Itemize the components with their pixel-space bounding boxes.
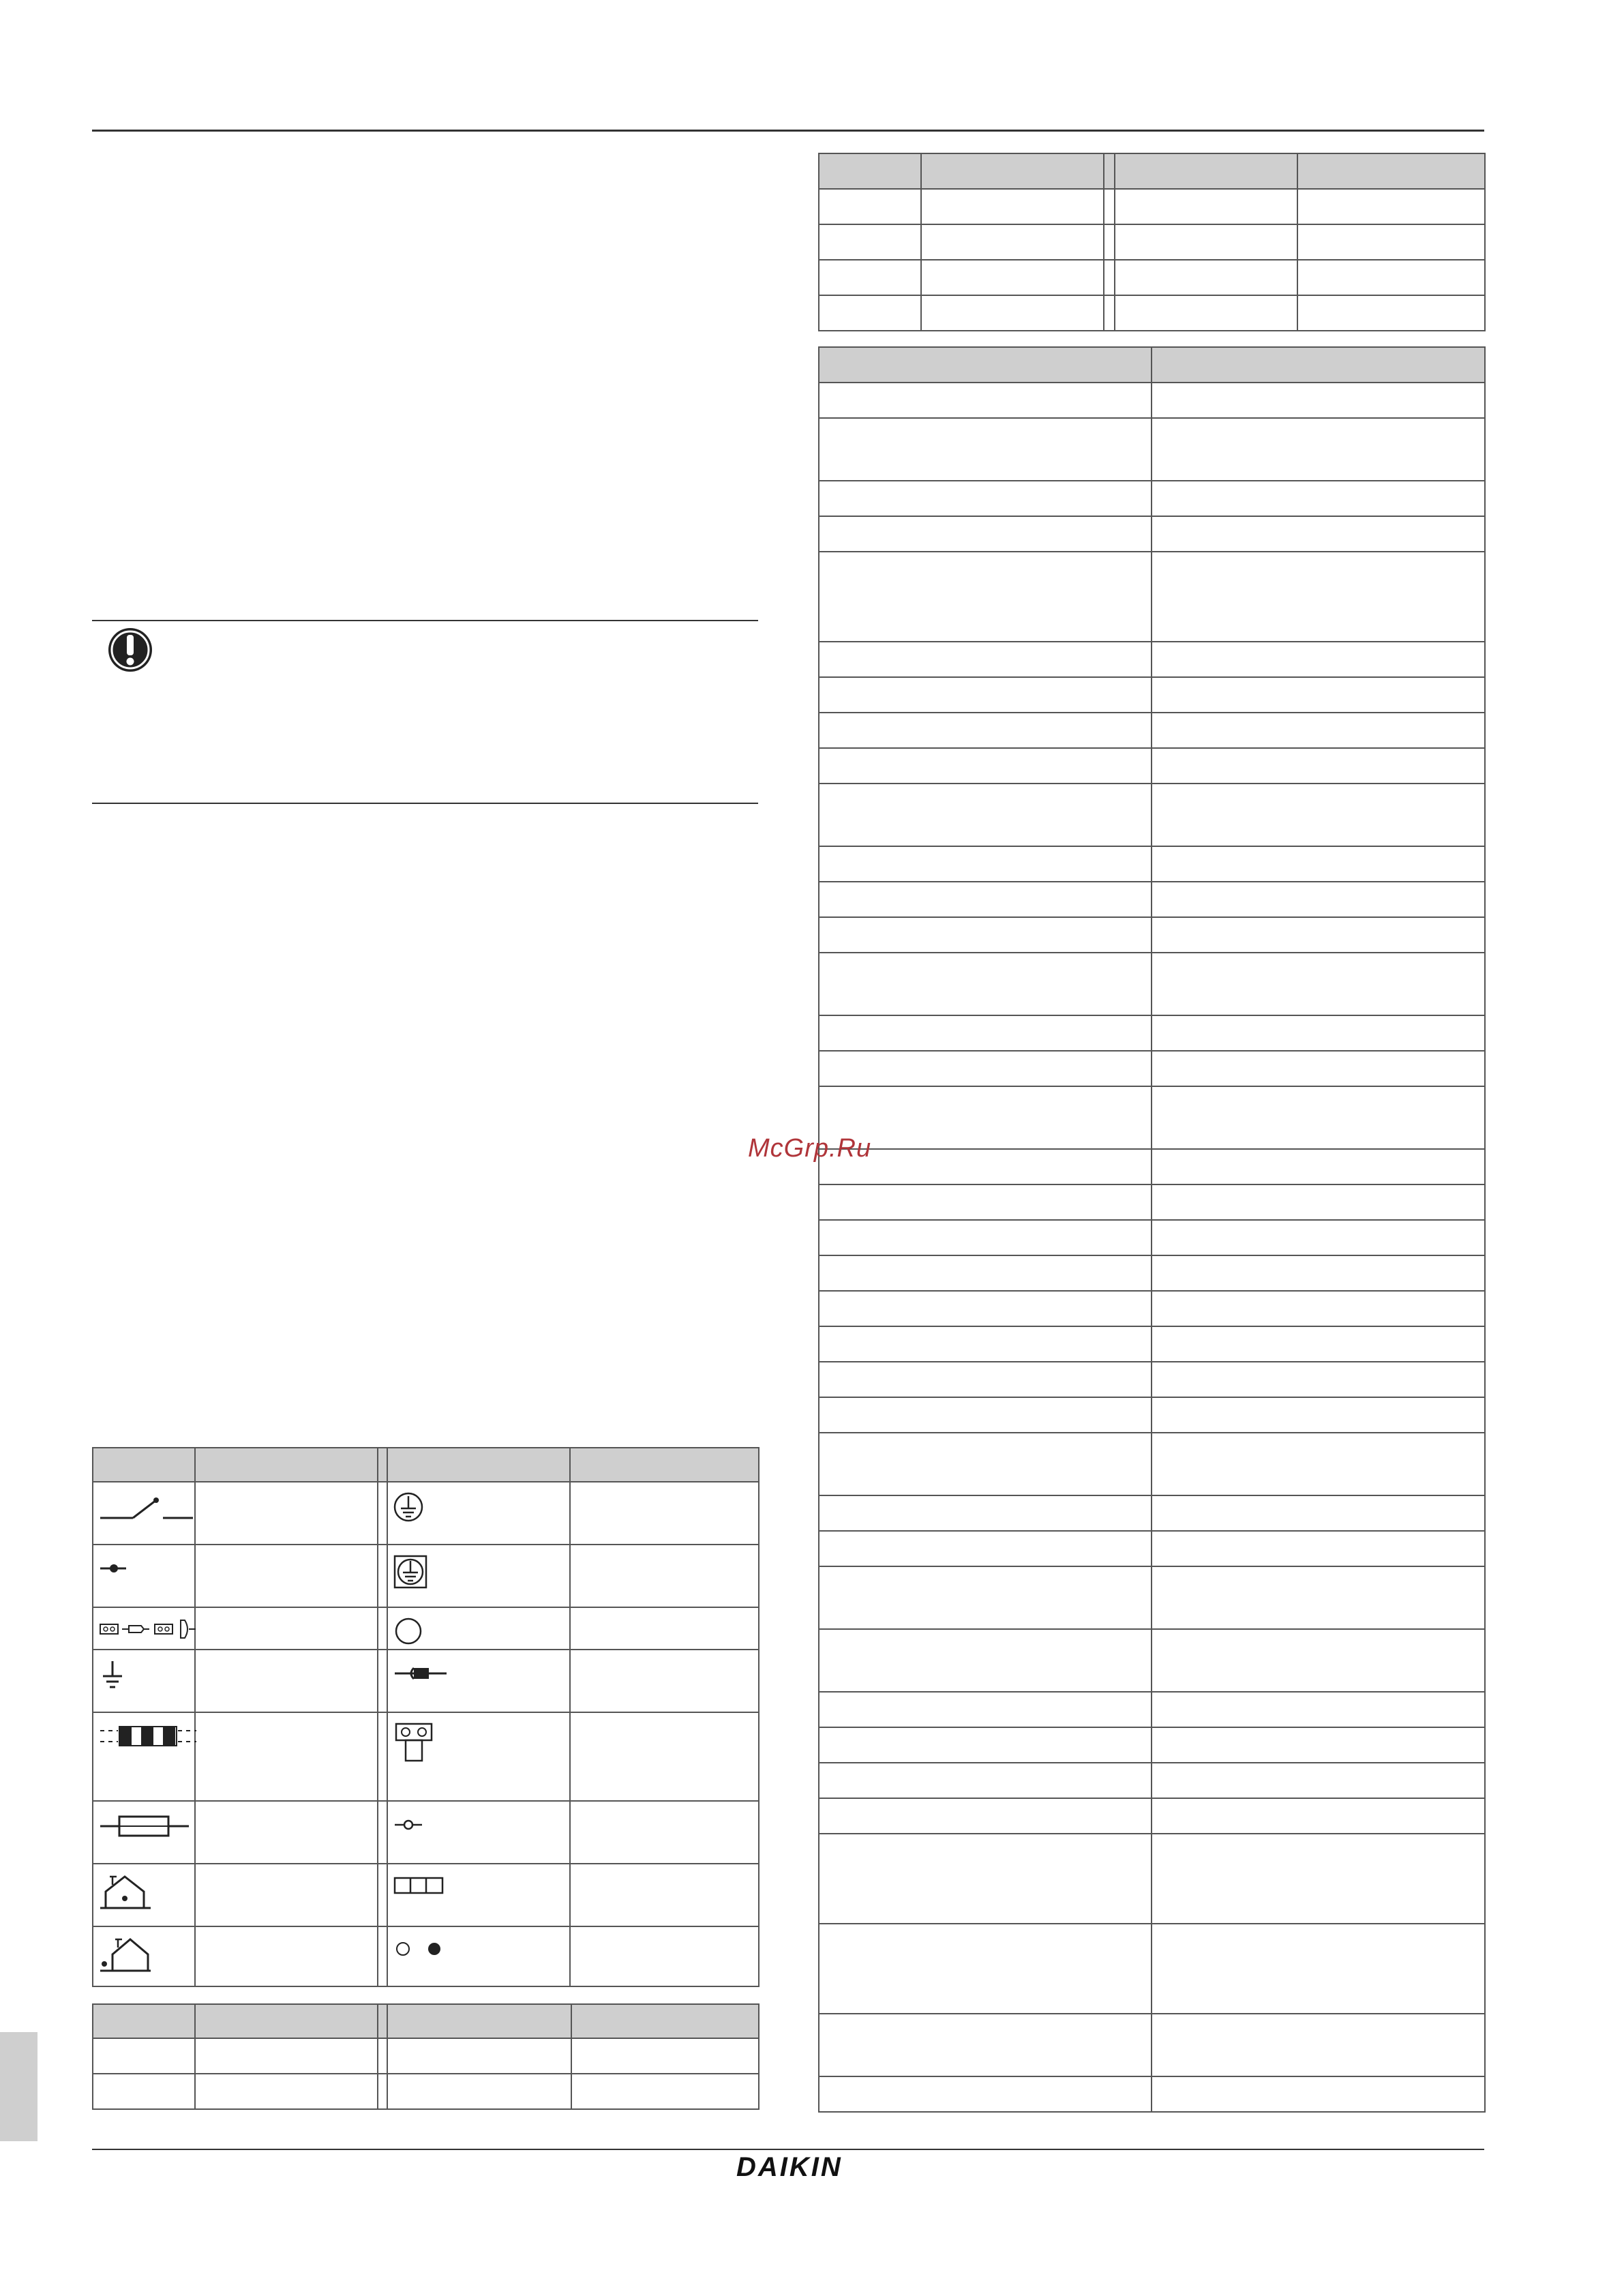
table-row	[819, 784, 1485, 846]
switch-contact-icon	[99, 1492, 194, 1526]
color-code-table	[92, 2003, 760, 2110]
table-row	[819, 1255, 1485, 1291]
table-row	[819, 295, 1485, 331]
abbreviation-table	[818, 153, 1486, 331]
terminal-block-icon	[393, 1723, 437, 1766]
noiseless-earth-icon	[393, 1555, 430, 1592]
table-row	[819, 2076, 1485, 2112]
connector-types-icon	[99, 1617, 198, 1642]
table-row	[819, 1291, 1485, 1326]
legend-table	[818, 346, 1486, 2113]
table-row	[93, 1926, 759, 1986]
brand-logo: DAIKIN	[736, 2152, 843, 2182]
fuse-icon	[99, 1811, 191, 1841]
table-row	[819, 1015, 1485, 1051]
table-row	[819, 882, 1485, 917]
table-row	[93, 1545, 759, 1607]
table-row	[819, 1051, 1485, 1086]
table-row	[819, 1326, 1485, 1362]
table-row	[819, 481, 1485, 516]
table-row	[819, 224, 1485, 260]
indoor-unit-icon	[99, 1874, 153, 1915]
table-row	[819, 383, 1485, 418]
ground-icon	[99, 1660, 133, 1694]
table-row	[819, 1629, 1485, 1692]
table-row	[93, 1650, 759, 1712]
table-row	[93, 2038, 759, 2074]
table-header-row	[819, 153, 1485, 189]
table-row	[819, 516, 1485, 552]
table-row	[819, 1495, 1485, 1531]
watermark: McGrp.Ru	[748, 1134, 872, 1163]
table-row	[819, 552, 1485, 642]
table-row	[819, 748, 1485, 784]
table-row	[93, 1607, 759, 1650]
table-row	[819, 1397, 1485, 1433]
table-row	[819, 1727, 1485, 1763]
table-row	[819, 1834, 1485, 1924]
bottom-rule	[92, 2149, 1484, 2150]
terminal-connection-icon	[393, 1811, 427, 1838]
outdoor-unit-icon	[99, 1937, 153, 1978]
table-row	[93, 1712, 759, 1801]
connection-dot-icon	[99, 1555, 140, 1582]
table-row	[819, 1362, 1485, 1397]
table-row	[819, 1924, 1485, 2014]
header-cell	[387, 1448, 570, 1482]
table-row	[819, 1086, 1485, 1149]
table-row	[819, 189, 1485, 224]
table-row	[819, 1184, 1485, 1220]
wire-splice-icon	[393, 1660, 448, 1687]
table-row	[819, 917, 1485, 953]
symbols-table	[92, 1447, 760, 1987]
table-row	[819, 1763, 1485, 1798]
table-row	[93, 1482, 759, 1545]
table-header-row	[93, 1448, 759, 1482]
table-row	[819, 2014, 1485, 2076]
table-header-row	[819, 347, 1485, 383]
table-row	[819, 1566, 1485, 1629]
top-rule	[92, 130, 1484, 132]
side-tab	[0, 2032, 37, 2141]
protective-earth-icon	[393, 1492, 427, 1526]
table-header-row	[93, 2004, 759, 2038]
table-row	[819, 1531, 1485, 1566]
table-row	[819, 260, 1485, 295]
table-row	[819, 953, 1485, 1015]
table-row	[819, 846, 1485, 882]
table-row	[819, 1798, 1485, 1834]
table-row	[819, 1149, 1485, 1184]
note-top-rule	[92, 620, 758, 621]
open-closed-terminal-icon	[393, 1937, 448, 1961]
table-row	[819, 642, 1485, 677]
warning-icon	[106, 625, 155, 678]
table-row	[819, 677, 1485, 713]
table-row	[819, 1220, 1485, 1255]
table-row	[819, 418, 1485, 481]
table-row	[93, 1864, 759, 1926]
table-row	[819, 1433, 1485, 1495]
table-row	[93, 2074, 759, 2109]
table-row	[819, 1692, 1485, 1727]
terminal-strip-icon	[393, 1874, 448, 1897]
header-cell	[570, 1448, 759, 1482]
table-row	[819, 713, 1485, 748]
header-cell	[93, 1448, 195, 1482]
table-row	[93, 1801, 759, 1864]
circle-terminal-icon	[393, 1617, 423, 1648]
field-wiring-icon	[99, 1723, 198, 1750]
header-cell	[195, 1448, 378, 1482]
note-bottom-rule	[92, 803, 758, 804]
